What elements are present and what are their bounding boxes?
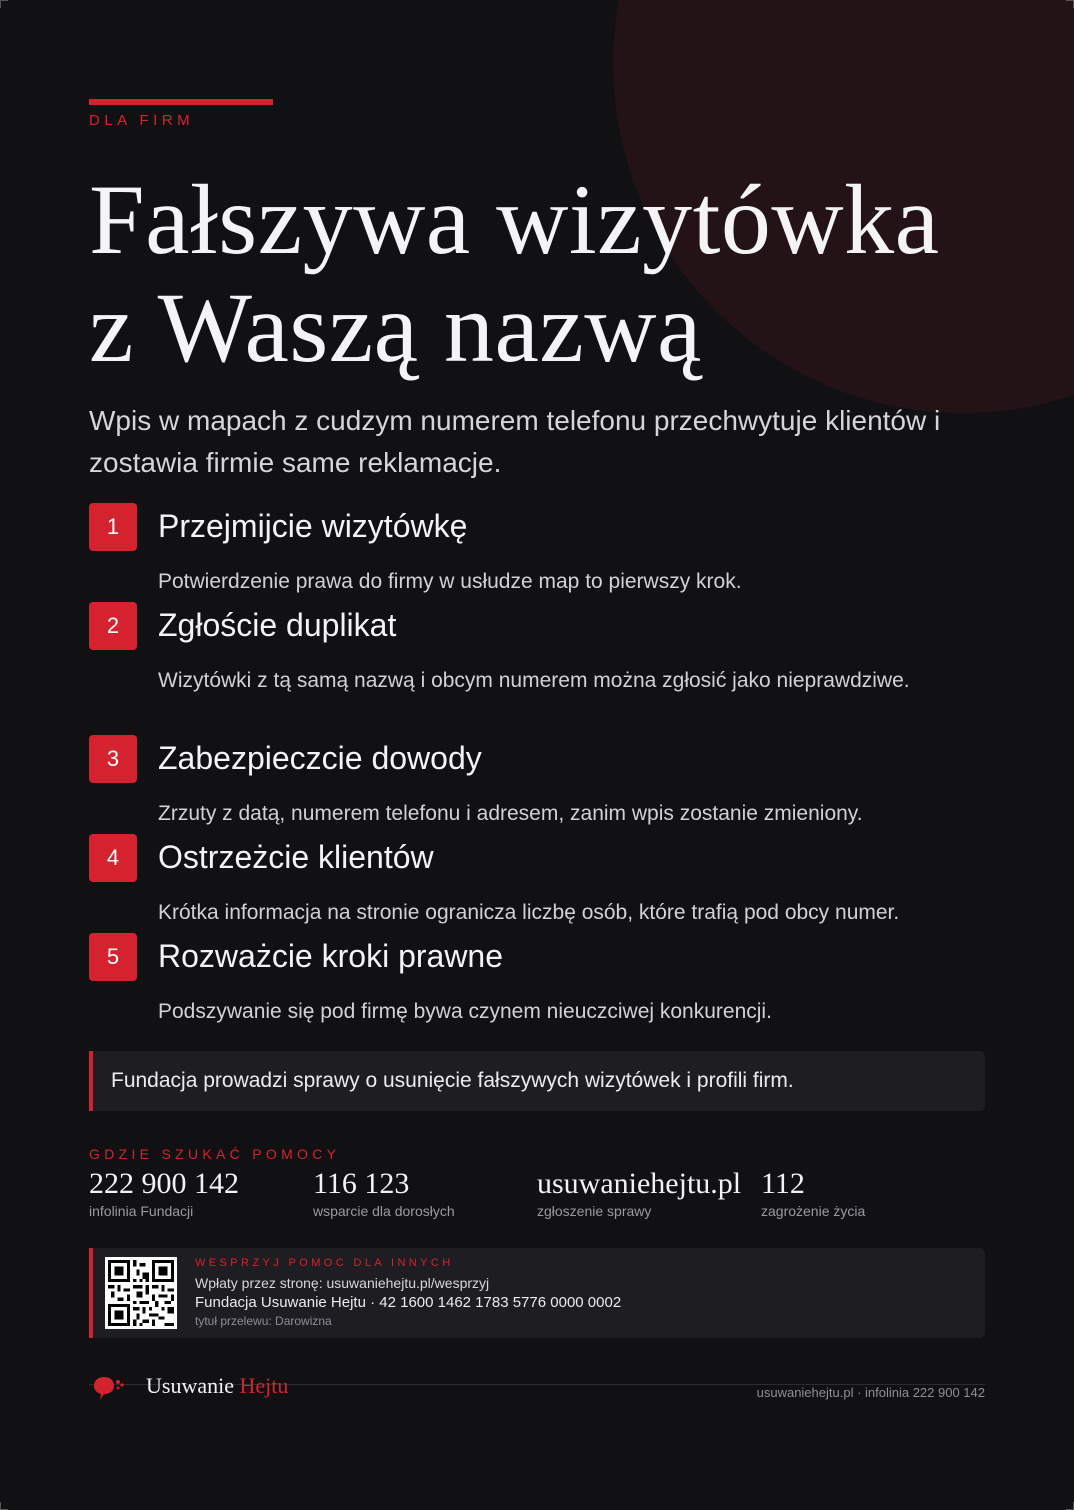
contact-emergency bbox=[761, 1166, 865, 1219]
footer-contact: usuwaniehejtu.pl · infolinia 222 900 142 bbox=[756, 1385, 985, 1400]
step-number-badge: 5 bbox=[89, 933, 137, 981]
step-number-badge: 2 bbox=[89, 602, 137, 650]
accent-bar bbox=[89, 99, 273, 105]
eyebrow-label: DLA FIRM bbox=[89, 112, 195, 129]
foundation-callout: Fundacja prowadzi sprawy o usunięcie fałszywych wizytówek i profili firm. bbox=[89, 1051, 985, 1111]
contact-label: zagrożenie życia bbox=[761, 1203, 866, 1219]
lead-paragraph: Wpis w mapach z cudzym numerem telefonu przechwytuje klientów i zostawia firmie same reklamacje. bbox=[89, 405, 941, 478]
contact-label: infolinia Fundacji bbox=[89, 1203, 194, 1219]
contact-value: 222 900 142 bbox=[89, 1167, 239, 1200]
step-description: Podszywanie się pod firmę bywa czynem nieuczciwej konkurencji. bbox=[158, 1000, 772, 1023]
brand-logo-text bbox=[146, 1373, 288, 1399]
qr-code-icon bbox=[105, 1257, 177, 1329]
step-title: Zgłoście duplikat bbox=[158, 607, 397, 643]
donation-account-line: Fundacja Usuwanie Hejtu · 42 1600 1462 1783 5776 0000 0002 bbox=[195, 1294, 622, 1311]
step-description: Zrzuty z datą, numerem telefonu i adresem, zanim wpis zostanie zmieniony. bbox=[158, 802, 863, 825]
contact-value[interactable]: usuwaniehejtu.pl bbox=[537, 1167, 742, 1200]
help-section-title: GDZIE SZUKAĆ POMOCY bbox=[89, 1146, 341, 1162]
page-title bbox=[89, 166, 939, 382]
speech-bubble-logo-icon bbox=[92, 1376, 126, 1404]
contact-value: 112 bbox=[761, 1167, 805, 1200]
donation-web-line: Wpłaty przez stronę: usuwaniehejtu.pl/wesprzyj bbox=[195, 1275, 490, 1291]
step-number-badge: 3 bbox=[89, 735, 137, 783]
step-description: Wizytówki z tą samą nazwą i obcym numerem można zgłosić jako nieprawdziwe. bbox=[158, 669, 910, 692]
contact-label: wsparcie dla dorosłych bbox=[313, 1203, 455, 1219]
step-description: Krótka informacja na stronie ogranicza liczbę osób, które trafią pod obcy numer. bbox=[158, 901, 900, 924]
crop-mark bbox=[0, 1502, 8, 1510]
step-title: Ostrzeżcie klientów bbox=[158, 839, 434, 875]
contact-adult-support bbox=[313, 1166, 455, 1219]
brand-word-1: Usuwanie bbox=[146, 1373, 234, 1398]
step-title: Zabezpieczcie dowody bbox=[158, 740, 482, 776]
crop-mark bbox=[1066, 1502, 1074, 1510]
crop-mark bbox=[1066, 0, 1074, 8]
brand-word-2: Hejtu bbox=[239, 1373, 289, 1398]
contact-value: 116 123 bbox=[313, 1167, 410, 1200]
step-title: Rozważcie kroki prawne bbox=[158, 938, 504, 974]
donation-panel bbox=[89, 1248, 985, 1338]
donation-transfer-title: tytuł przelewu: Darowizna bbox=[195, 1314, 332, 1328]
contact-hotline bbox=[89, 1166, 239, 1219]
title-line-1: Fałszywa wizytówka bbox=[89, 164, 940, 275]
step-description: Potwierdzenie prawa do firmy w usłudze map to pierwszy krok. bbox=[158, 570, 742, 593]
step-number-badge: 1 bbox=[89, 503, 137, 551]
donation-title: WESPRZYJ POMOC DLA INNYCH bbox=[195, 1257, 454, 1269]
crop-mark bbox=[0, 0, 8, 8]
step-number-badge: 4 bbox=[89, 834, 137, 882]
contact-label: zgłoszenie sprawy bbox=[537, 1203, 652, 1219]
step-title: Przejmijcie wizytówkę bbox=[158, 508, 468, 544]
contact-website bbox=[537, 1166, 741, 1219]
title-line-2: z Waszą nazwą bbox=[89, 272, 702, 383]
